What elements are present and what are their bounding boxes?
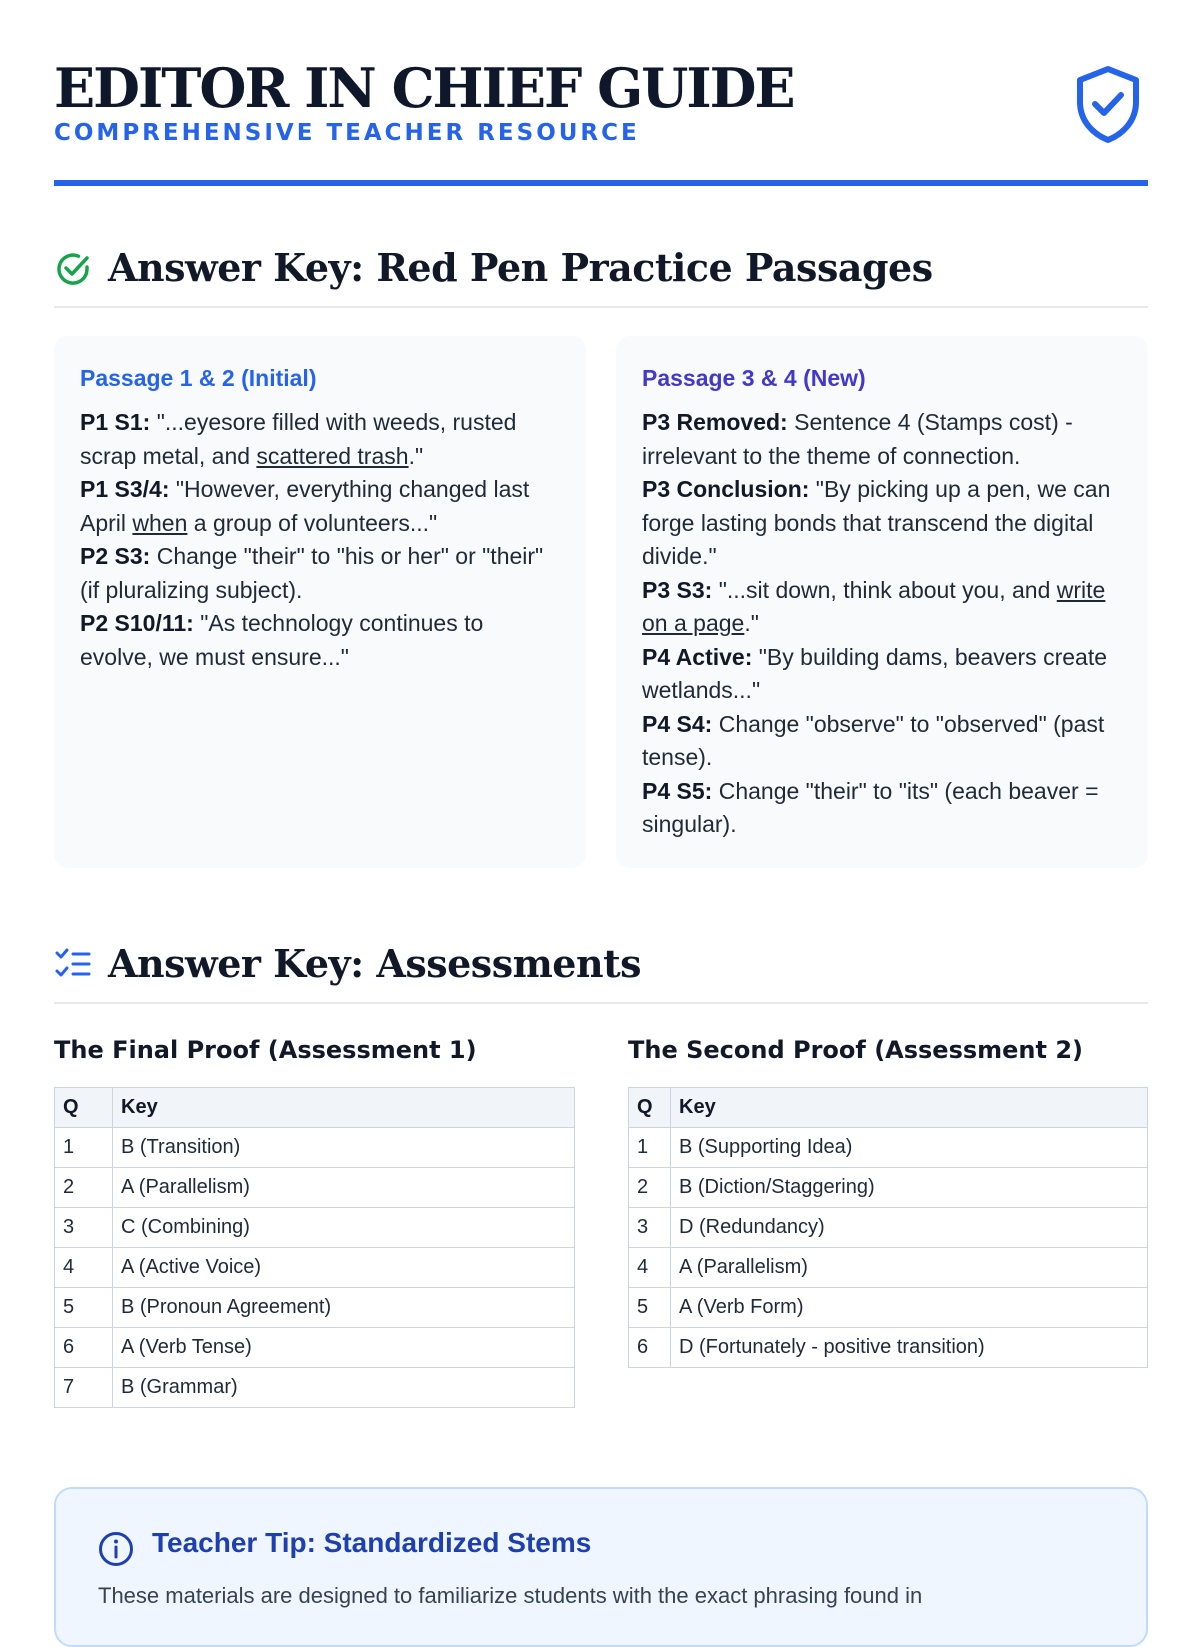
answer-key-cell: A (Verb Form) [671, 1288, 1148, 1328]
answer-item [80, 406, 560, 473]
circle-check-icon [54, 250, 92, 288]
question-number-cell: 5 [55, 1288, 113, 1328]
table-row [55, 1128, 575, 1168]
answer-text: ." [744, 610, 759, 636]
answer-text: "By picking up a pen, we can forge lasting bonds that transcend the digital divide." [642, 476, 1111, 569]
question-number-cell: 1 [629, 1128, 671, 1168]
question-number-cell: 2 [55, 1168, 113, 1208]
answer-underlined-text: when [132, 509, 188, 536]
answer-label: P4 S4: [642, 710, 713, 737]
document-title: EDITOR IN CHIEF GUIDE [54, 56, 794, 120]
answer-label: P2 S3: [80, 543, 151, 569]
answer-text: Sentence 4 (Stamps cost) - irrelevant to the theme of connection. [642, 409, 1073, 469]
answer-item [642, 473, 1122, 574]
question-number-cell: 4 [55, 1248, 113, 1288]
table-row [629, 1248, 1148, 1288]
table-row [629, 1288, 1148, 1328]
answer-item [642, 574, 1122, 641]
answer-underlined-text: scattered trash [256, 442, 409, 469]
answer-item [80, 607, 560, 674]
answer-label: P3 Removed: [642, 409, 788, 435]
answer-key-cell: A (Parallelism) [671, 1248, 1148, 1288]
table-row [55, 1248, 575, 1288]
column-header: Key [671, 1088, 1148, 1128]
answer-key-cell: B (Pronoun Agreement) [113, 1288, 575, 1328]
assessment-1-table [54, 1087, 575, 1408]
passage-card-1-2 [54, 336, 586, 868]
answer-text: "As technology continues to evolve, we must ensure..." [80, 610, 484, 670]
answer-text: "...sit down, think about you, and [712, 576, 1057, 603]
column-header: Q [629, 1088, 671, 1128]
section-title: Answer Key: Red Pen Practice Passages [108, 245, 933, 290]
answer-key-cell: D (Fortunately - positive transition) [671, 1328, 1148, 1368]
answer-key-cell: A (Verb Tense) [113, 1328, 575, 1368]
section-heading-passages [54, 244, 1148, 308]
passage-card-3-4 [616, 336, 1148, 868]
question-number-cell: 2 [629, 1168, 671, 1208]
answer-label: P1 S3/4: [80, 476, 170, 502]
question-number-cell: 4 [629, 1248, 671, 1288]
answer-key-cell: B (Diction/Staggering) [671, 1168, 1148, 1208]
table-row [55, 1368, 575, 1408]
question-number-cell: 1 [55, 1128, 113, 1168]
question-number-cell: 6 [55, 1328, 113, 1368]
table-row [55, 1168, 575, 1208]
document-header [54, 52, 1148, 146]
answer-text: a group of volunteers..." [187, 509, 438, 536]
question-number-cell: 6 [629, 1328, 671, 1368]
answer-label: P2 S10/11: [80, 610, 194, 636]
table-row [629, 1168, 1148, 1208]
answer-key-cell: B (Supporting Idea) [671, 1128, 1148, 1168]
answer-key-cell: A (Parallelism) [113, 1168, 575, 1208]
answer-text: ." [408, 442, 424, 469]
assessment-2-table [628, 1087, 1148, 1368]
table-row [629, 1128, 1148, 1168]
answer-item [80, 473, 560, 540]
table-row [629, 1328, 1148, 1368]
answer-key-cell: A (Active Voice) [113, 1248, 575, 1288]
answer-text: "By building dams, beavers create wetlands..." [642, 643, 1107, 703]
checklist-icon [54, 946, 92, 984]
table-row [55, 1288, 575, 1328]
table-title: The Second Proof (Assessment 2) [628, 1036, 1084, 1064]
shield-check-icon [1073, 64, 1143, 144]
question-number-cell: 7 [55, 1368, 113, 1408]
answer-text: Change "their" to "his or her" or "their" (if pluralizing subject). [80, 543, 544, 603]
answer-item [642, 775, 1122, 842]
answer-item [642, 406, 1122, 473]
card-body [642, 406, 1122, 842]
table-row [55, 1328, 575, 1368]
answer-label: P4 S5: [642, 777, 713, 804]
section-title: Answer Key: Assessments [108, 941, 642, 986]
table-title: The Final Proof (Assessment 1) [54, 1036, 477, 1064]
answer-text: Change "observe" to "observed" (past tense). [642, 710, 1105, 770]
answer-text: Change "their" to "its" (each beaver = singular). [642, 777, 1099, 837]
answer-item [642, 708, 1122, 775]
answer-label: P3 Conclusion: [642, 476, 810, 502]
answer-text: "However, everything changed last April [80, 476, 530, 536]
section-heading-assessments [54, 940, 1148, 1004]
table-header-row [629, 1088, 1148, 1128]
table-row [55, 1208, 575, 1248]
info-icon [98, 1531, 134, 1567]
answer-underlined-text: write on a page [642, 576, 1106, 636]
answer-label: P3 S3: [642, 576, 713, 603]
column-header: Q [55, 1088, 113, 1128]
question-number-cell: 3 [55, 1208, 113, 1248]
tip-title: Teacher Tip: Standardized Stems [152, 1527, 592, 1558]
question-number-cell: 3 [629, 1208, 671, 1248]
answer-item [80, 540, 560, 607]
column-header: Key [113, 1088, 575, 1128]
answer-text: "...eyesore filled with weeds, rusted scrap metal, and [80, 409, 517, 469]
header-divider [54, 180, 1148, 186]
answer-key-cell: B (Transition) [113, 1128, 575, 1168]
answer-key-cell: C (Combining) [113, 1208, 575, 1248]
card-body [80, 406, 560, 674]
tip-text: These materials are designed to familiarize students with the exact phrasing found in [98, 1583, 923, 1608]
table-header-row [55, 1088, 575, 1128]
document-subtitle: COMPREHENSIVE TEACHER RESOURCE [54, 120, 640, 146]
answer-item [642, 641, 1122, 708]
answer-label: P4 Active: [642, 643, 753, 670]
teacher-tip-box [54, 1487, 1148, 1647]
table-row [629, 1208, 1148, 1248]
answer-key-cell: D (Redundancy) [671, 1208, 1148, 1248]
question-number-cell: 5 [629, 1288, 671, 1328]
card-title: Passage 1 & 2 (Initial) [80, 365, 317, 391]
answer-label: P1 S1: [80, 409, 151, 435]
card-title: Passage 3 & 4 (New) [642, 365, 866, 391]
answer-key-cell: B (Grammar) [113, 1368, 575, 1408]
